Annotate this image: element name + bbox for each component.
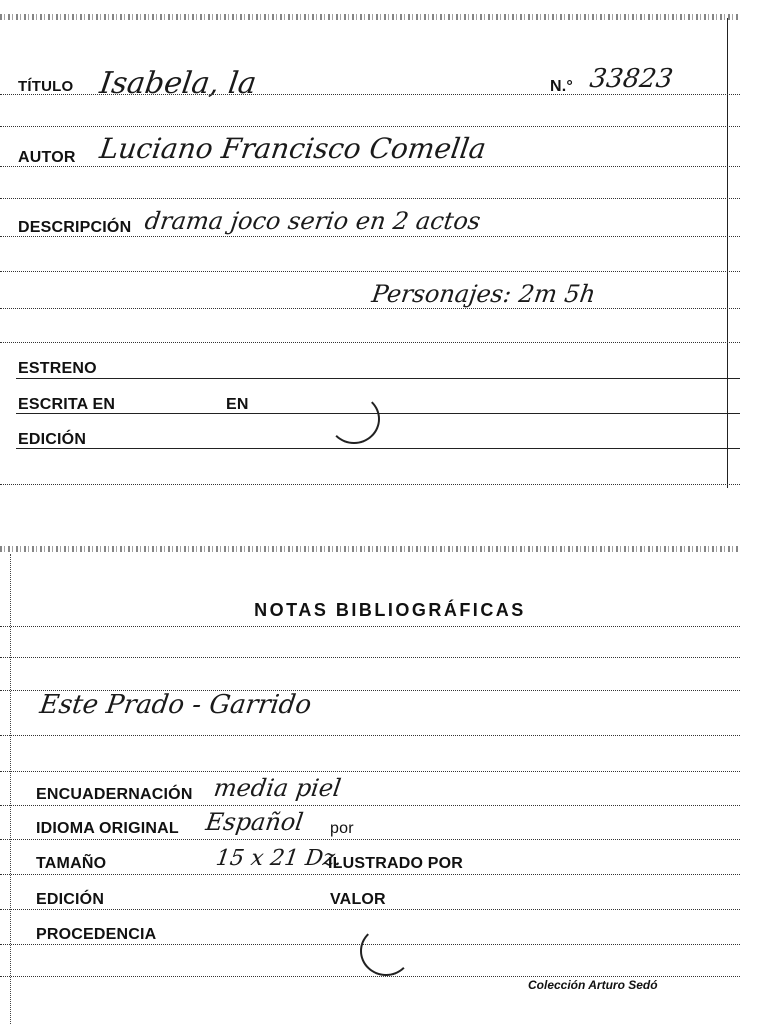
descripcion-label: DESCRIPCIÓN	[18, 219, 132, 236]
ruled-line	[0, 236, 740, 237]
tamano-value: 15 x 21 Dz.	[214, 846, 344, 871]
edicion-line	[16, 448, 740, 449]
catalog-card-front	[0, 0, 740, 490]
card-edge	[0, 546, 740, 552]
estreno-line	[16, 378, 740, 379]
ruled-line	[0, 976, 740, 977]
titulo-value: Isabela, la	[97, 66, 259, 101]
por-label: por	[330, 820, 354, 837]
valor-label: VALOR	[330, 891, 386, 908]
ruled-line	[0, 308, 740, 309]
collection-footer: Colección Arturo Sedó	[528, 978, 658, 992]
ilustrado-label: ILUSTRADO POR	[328, 855, 464, 872]
encuadernacion-label: ENCUADERNACIÓN	[36, 786, 193, 803]
ruled-line	[0, 874, 740, 875]
personajes-value: Personajes: 2m 5h	[370, 280, 598, 308]
ruled-line	[0, 805, 740, 806]
ruled-line	[0, 626, 740, 627]
edicion-label: EDICIÓN	[18, 431, 87, 448]
ruled-line	[0, 342, 740, 343]
numero-label: N.°	[550, 78, 573, 95]
nota-value: Este Prado - Garrido	[37, 690, 314, 720]
card-left-border	[10, 554, 11, 1024]
card-right-border	[727, 18, 728, 488]
ruled-line	[0, 771, 740, 772]
encuadernacion-value: media piel	[212, 774, 343, 802]
tamano-label: TAMAÑO	[36, 855, 107, 872]
estreno-label: ESTRENO	[18, 360, 97, 377]
ruled-line	[0, 735, 740, 736]
ruled-line	[0, 839, 740, 840]
idioma-label: IDIOMA ORIGINAL	[36, 820, 179, 837]
card-bottom-line	[0, 484, 740, 485]
autor-label: AUTOR	[18, 149, 76, 166]
notas-heading: NOTAS BIBLIOGRÁFICAS	[254, 600, 526, 620]
autor-value: Luciano Francisco Comella	[97, 132, 489, 165]
ruled-line	[0, 271, 740, 272]
escrita-label: ESCRITA EN	[18, 396, 116, 413]
ruled-line	[0, 94, 740, 95]
collection-stamp	[360, 926, 412, 976]
en-label: EN	[226, 396, 249, 413]
descripcion-value: drama joco serio en 2 actos	[143, 207, 483, 235]
titulo-label: TÍTULO	[18, 78, 74, 95]
catalog-card-back	[0, 540, 740, 1028]
edicion-back-label: EDICIÓN	[36, 891, 105, 908]
idioma-value: Español	[204, 808, 306, 836]
ruled-line	[0, 909, 740, 910]
procedencia-label: PROCEDENCIA	[36, 926, 157, 943]
collection-stamp	[328, 394, 380, 444]
ruled-line	[0, 198, 740, 199]
ruled-line	[0, 166, 740, 167]
ruled-line	[0, 126, 740, 127]
card-edge	[0, 14, 740, 20]
ruled-line	[0, 657, 740, 658]
numero-value: 33823	[587, 64, 675, 94]
